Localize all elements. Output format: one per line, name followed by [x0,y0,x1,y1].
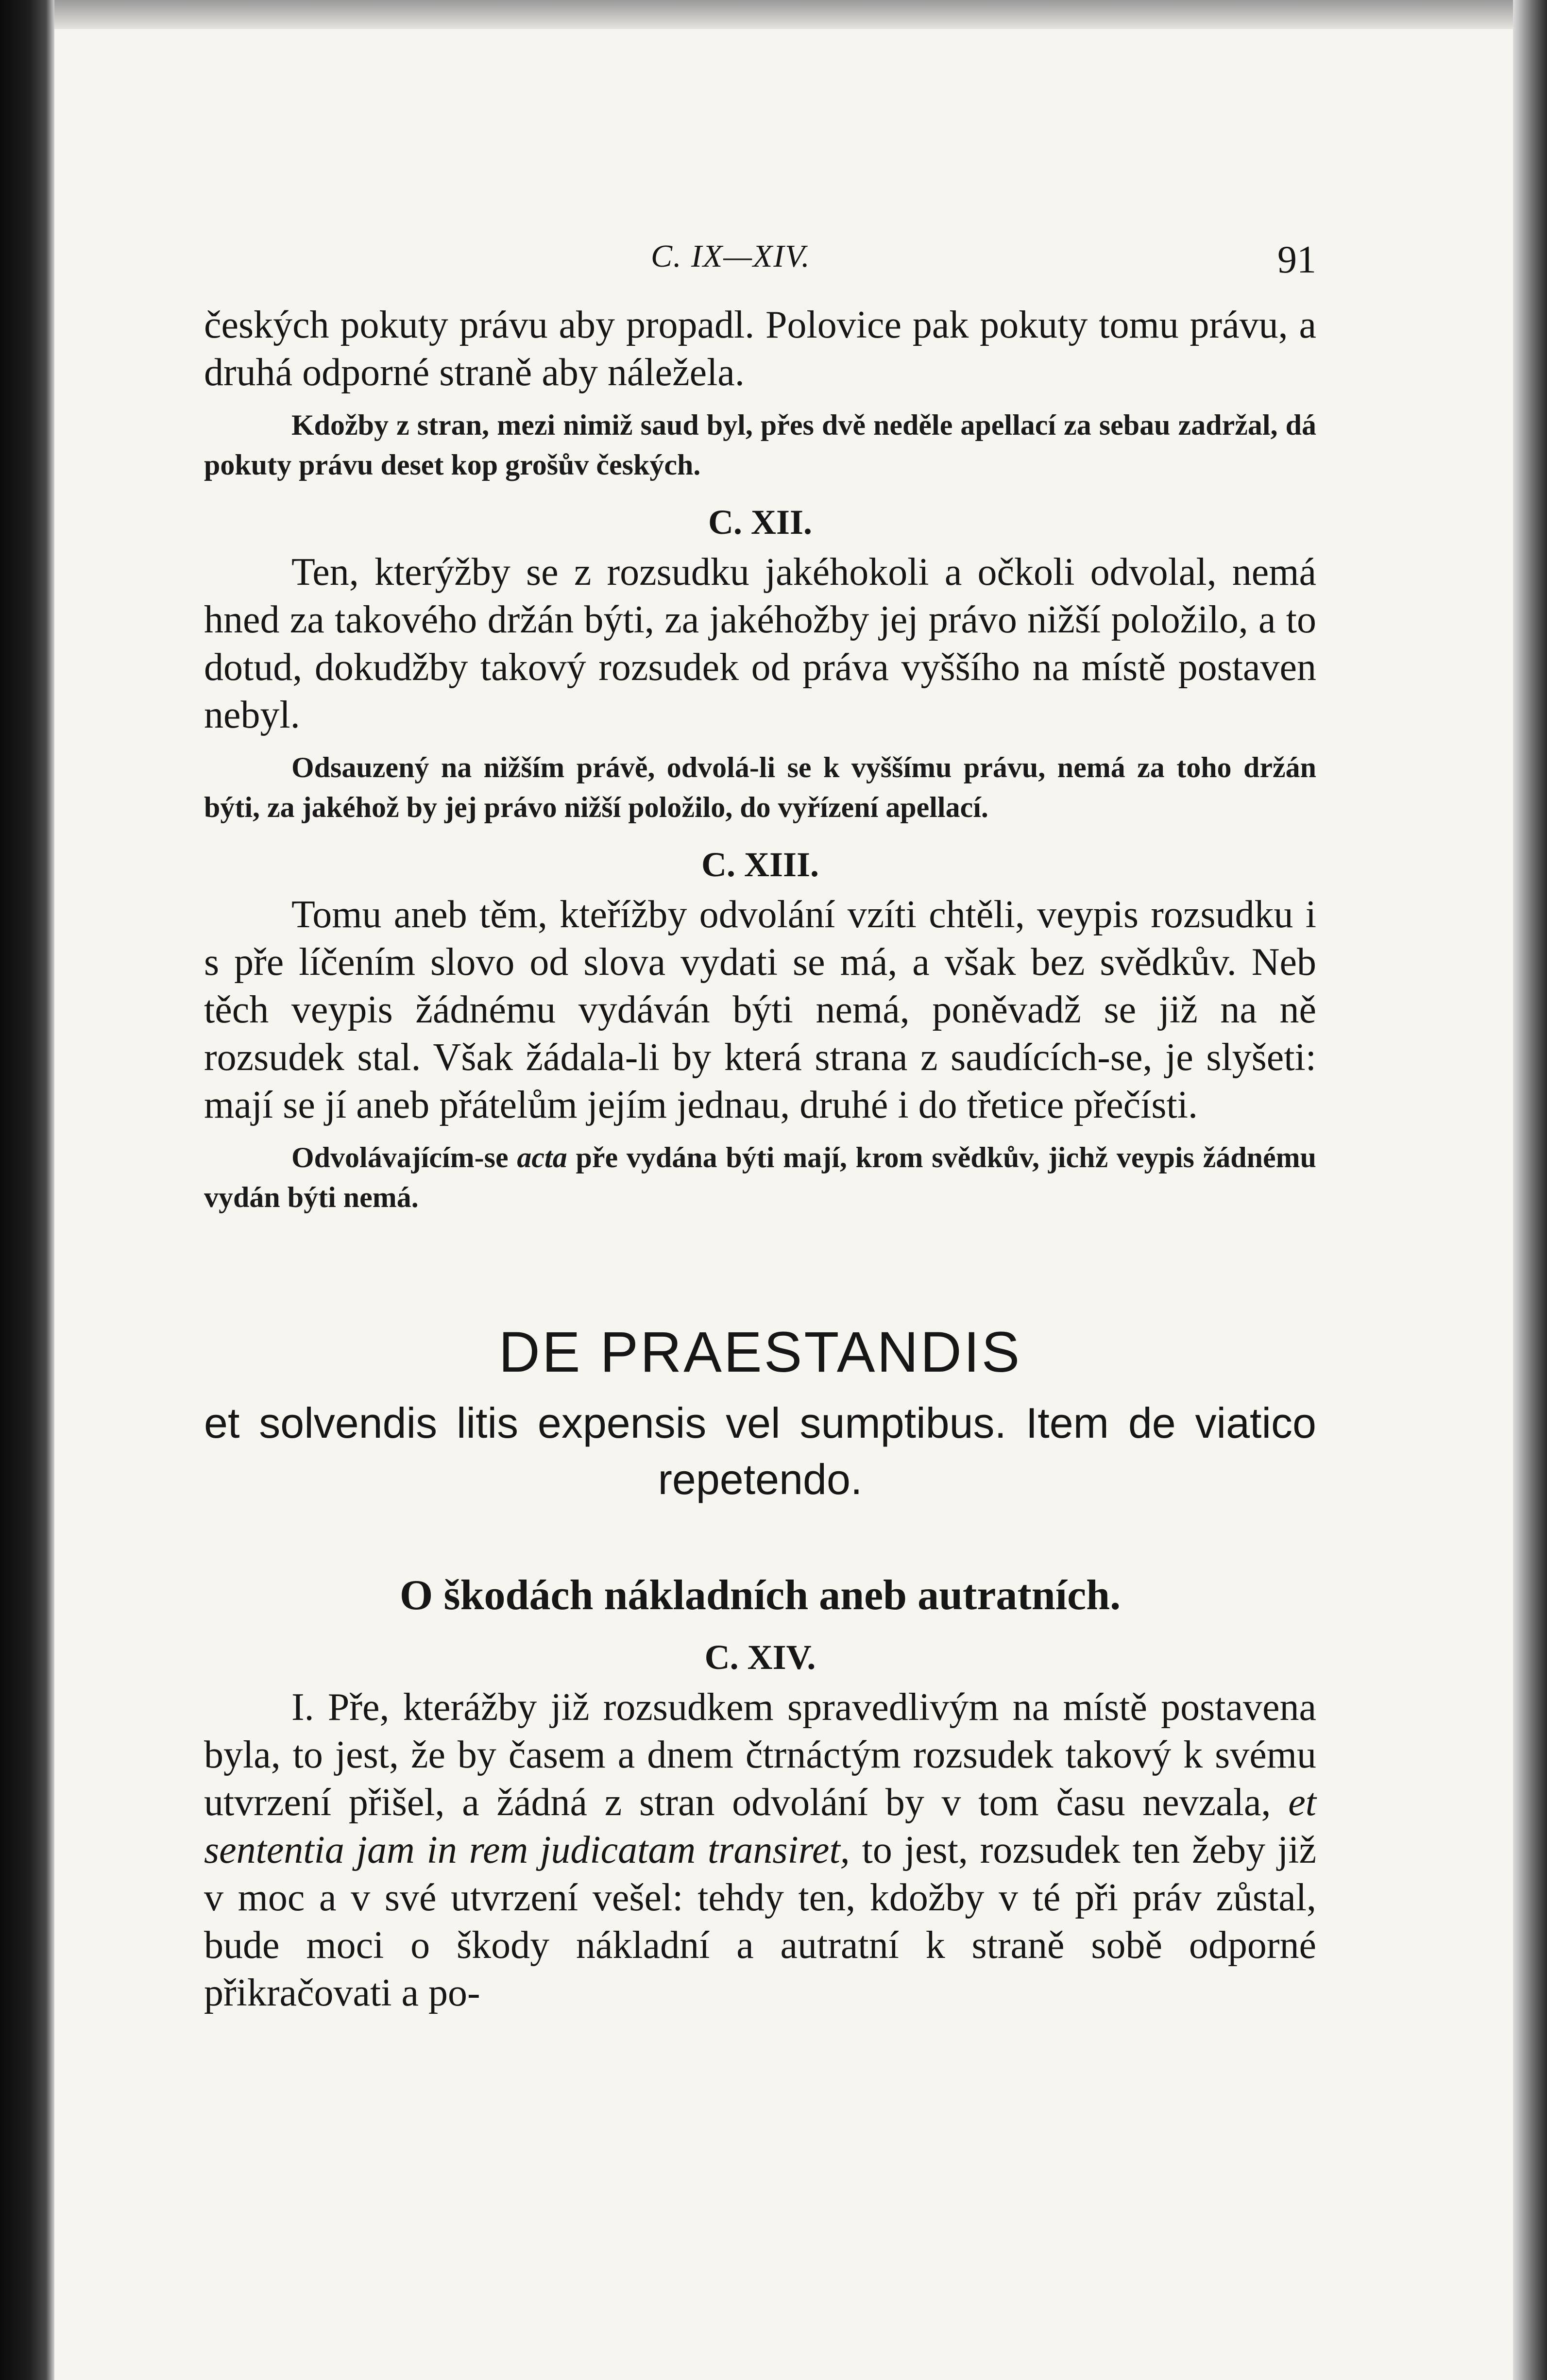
paragraph-continuation: českých pokuty právu aby propadl. Polovice pak pokuty tomu právu, a druhá odporné straně aby náležela. [204,304,1316,394]
chapter-heading-xii: C. XII. [708,503,813,542]
book-page [204,228,1316,2268]
chapter-heading-xiii: C. XIII. [701,845,819,884]
section-subtitle: et solvendis litis expensis vel sumptibus. Item de viatico repetendo. [204,1399,1316,1503]
chapter-xiv-text-start: I. Pře, kterážby již rozsudkem spravedlivým na místě postavena byla, to jest, že by časem a dnem čtrnáctým rozsudek takový k svému utvrzení přišel, a žádná z stran odvolání by v tom času nevzala, [204,1686,1316,1824]
chapter-xiv-text-end: to jest, rozsudek ten žeby již v moc a v své utvrzení vešel: tehdy ten, kdožby v té při práv zůstal, bude moci o škody nákladní a autratní k straně sobě odporné přikračovati a po- [204,1829,1317,2014]
chapter-xiii-note [204,1138,1316,1217]
note-paragraph: Kdožby z stran, mezi nimiž saud byl, přes dvě neděle apellací za sebau zadržal, dá pokuty právu deset kop grošův českých. [204,409,1316,481]
chapter-xiii-text: Tomu aneb těm, kteřížby odvolání vzíti chtěli, veypis rozsudku i s pře líčením slovo od slova vydati se má, a však bez svědkův. Neb těch veypis žádnému vydáván býti nemá, poněvadž se již na ně rozsudek stal. Však žádala-li by která strana z saudících-se, je slyšeti: mají se jí aneb přátelům jejím jednau, druhé i do třetice přečísti. [204,893,1316,1126]
chapter-xii-text: Ten, kterýžby se z rozsudku jakéhokoli a očkoli odvolal, nemá hned za takového držán býti, za jakéhožby jej právo nižší položilo, a to dotud, dokudžby takový rozsudek od práva vyššího na místě postaven nebyl. [204,551,1316,736]
running-head-section: C. IX—XIV. [651,238,811,274]
scan-edge-top [54,0,1513,29]
page-number: 91 [1277,238,1316,281]
chapter-xiv-text [204,1683,1316,2017]
latin-phrase: et sententia jam in rem judicatam transiret, [204,1781,1316,1871]
scan-edge-right [1513,0,1547,2380]
czech-section-heading: O škodách nákladních aneb autratních. [399,1572,1121,1619]
note-italic-term: acta [517,1141,567,1173]
note-text-start: Odvolávajícím-se [291,1141,509,1173]
scan-edge-left [0,0,54,2380]
section-title: DE PRAESTANDIS [498,1320,1022,1384]
running-head [204,228,1316,287]
chapter-xii-note: Odsauzený na nižším právě, odvolá-li se k vyššímu právu, nemá za toho držán býti, za jakéhož by jej právo nižší položilo, do vyřízení apellací. [204,751,1316,823]
chapter-heading-xiv: C. XIV. [704,1638,816,1677]
note-text-end: pře vydána býti mají, krom svědkův, jichž veypis žádnému vydán býti nemá. [204,1141,1317,1213]
